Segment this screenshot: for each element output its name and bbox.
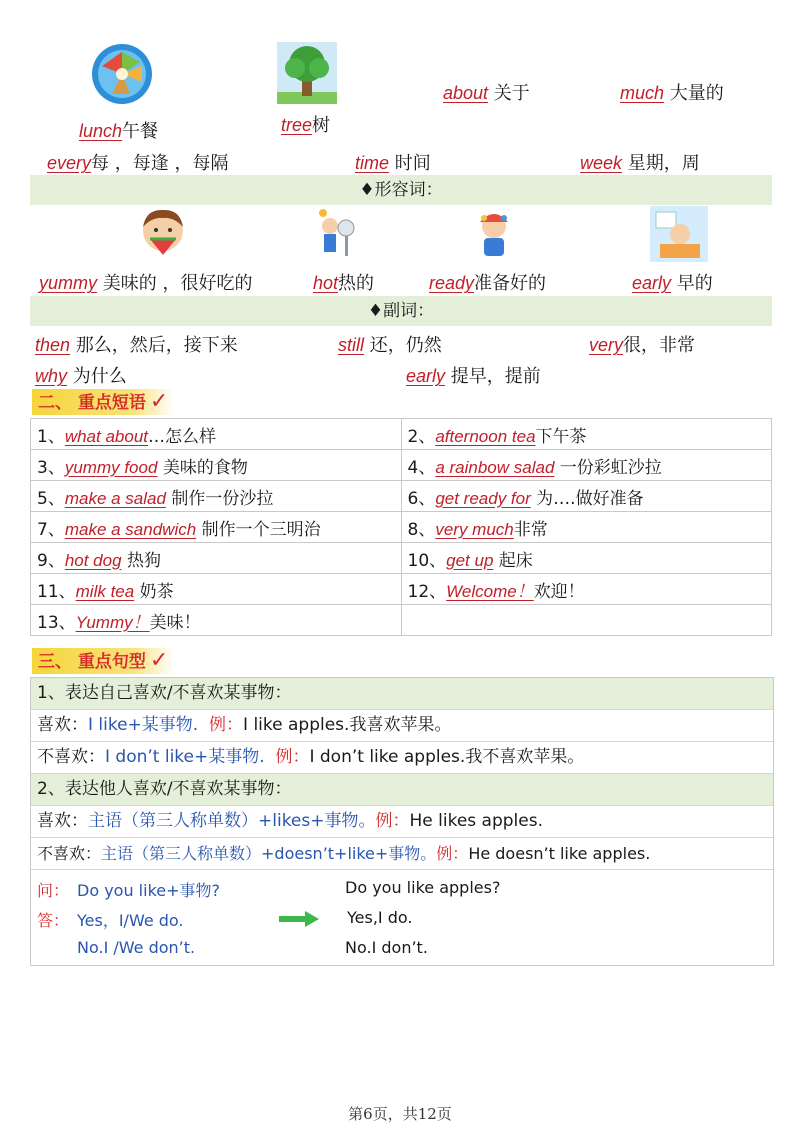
phrase-cell <box>401 543 772 574</box>
phrase-chinese: …怎么样 <box>148 426 217 447</box>
phrase-chinese: 非常 <box>513 519 548 540</box>
page-footer: 第6页，共12页 <box>348 1105 452 1123</box>
adj-ready <box>429 269 546 295</box>
table-row <box>31 450 772 481</box>
phrases-section-title <box>32 389 174 415</box>
chinese-meaning: 还，仍然 <box>364 335 442 356</box>
phrase-cell <box>31 512 402 543</box>
question-pattern: Do you like+事物? <box>77 881 221 900</box>
label: 喜欢： <box>37 811 88 831</box>
chinese-meaning: 美味的 ，很好吃的 <box>97 273 253 294</box>
phrase-number: 11、 <box>37 581 76 602</box>
pattern: 主语（第三人称单数）+likes+事物。 <box>88 811 376 831</box>
phrase-number: 8、 <box>407 519 436 540</box>
example-label: 例： <box>436 844 469 863</box>
table-row <box>31 512 772 543</box>
phrase-english: what about <box>64 426 149 446</box>
phrase-number: 10、 <box>407 550 447 571</box>
girl-eating-watermelon-icon <box>134 205 192 261</box>
chinese-meaning: 大量的 <box>664 83 724 104</box>
phrase-number: 5、 <box>37 488 65 509</box>
chinese-meaning: 很，非常 <box>623 335 696 356</box>
table-row <box>31 481 772 512</box>
example: He doesn’t like apples. <box>468 844 651 863</box>
chinese-meaning: 关于 <box>488 83 530 104</box>
phrase-number: 4、 <box>407 457 436 478</box>
pattern: I don’t like+某事物. <box>105 747 265 767</box>
english-word: very <box>589 335 624 355</box>
answer-yes-pattern: Yes，I/We do. <box>77 911 184 930</box>
phrase-cell <box>401 419 772 450</box>
boy-with-fan-icon <box>318 208 356 264</box>
chinese-meaning: 每 ，每逢 ，每隔 <box>91 153 229 174</box>
adv-then <box>35 331 238 357</box>
phrase-chinese: 奶茶 <box>134 581 174 602</box>
vocab-much <box>620 79 724 105</box>
vocab-tree <box>281 111 330 137</box>
phrase-chinese: 一份彩虹沙拉 <box>554 457 662 478</box>
phrase-english: milk tea <box>75 581 135 601</box>
adj-yummy <box>39 269 252 295</box>
label: 喜欢： <box>37 715 88 735</box>
phrase-english: Welcome！ <box>446 581 534 601</box>
pattern-heading-others: 2、表达他人喜欢/不喜欢某事物： <box>31 774 773 806</box>
adv-why <box>35 362 127 388</box>
phrase-english: Yummy！ <box>75 612 150 632</box>
chinese-meaning: 树 <box>312 115 331 136</box>
phrase-cell <box>401 574 772 605</box>
chinese-meaning: 提早，提前 <box>445 366 541 387</box>
adj-early <box>632 269 713 295</box>
table-row <box>31 574 772 605</box>
phrase-number: 9、 <box>37 550 65 571</box>
chinese-meaning: 那么，然后，接下来 <box>70 335 238 356</box>
adv-very <box>589 331 695 357</box>
vocab-time <box>355 149 431 175</box>
checkmark-icon: ✓ <box>149 648 169 673</box>
lunch-plate-icon <box>90 42 154 106</box>
phrase-english: get up <box>446 550 494 570</box>
english-word: week <box>580 153 623 173</box>
phrase-cell <box>401 450 772 481</box>
phrase-cell <box>31 605 402 636</box>
english-word: time <box>355 153 390 173</box>
phrase-chinese: 美味！ <box>149 612 201 633</box>
chinese-meaning: 热的 <box>338 273 375 294</box>
english-word: ready <box>429 273 475 293</box>
chinese-meaning: 时间 <box>389 153 431 174</box>
question-answer-block <box>31 870 773 965</box>
pattern-row-dislike-others <box>31 838 773 870</box>
english-word: hot <box>313 273 339 293</box>
tree-icon <box>277 42 337 104</box>
phrase-english: afternoon tea <box>435 426 536 446</box>
phrase-cell <box>401 481 772 512</box>
english-word: early <box>406 366 446 386</box>
section-title-text: 二、 重点短语 <box>38 393 146 413</box>
adjective-header: ♦形容词： <box>30 175 772 205</box>
phrase-english: a rainbow salad <box>435 457 555 477</box>
arrow-right-icon <box>279 911 319 927</box>
phrase-cell <box>401 512 772 543</box>
example-label: 例： <box>275 747 310 767</box>
english-word: early <box>632 273 672 293</box>
answer-no-example: No.I don’t. <box>345 938 428 957</box>
chinese-meaning: 准备好的 <box>474 273 547 294</box>
phrase-cell <box>31 419 402 450</box>
phrase-english: make a sandwich <box>64 519 197 539</box>
table-row <box>31 543 772 574</box>
phrase-number: 12、 <box>407 581 447 602</box>
adv-still <box>338 331 442 357</box>
vocab-week <box>580 149 700 175</box>
phrase-chinese: 美味的食物 <box>157 457 248 478</box>
pattern: I like+某事物. <box>88 715 199 735</box>
english-word: still <box>338 335 364 355</box>
answer-no-pattern: No.I /We don’t. <box>77 938 196 957</box>
question-label: 问： <box>37 881 70 900</box>
phrase-cell <box>401 605 772 636</box>
phrase-english: yummy food <box>64 457 158 477</box>
phrase-chinese: 下午茶 <box>535 426 587 447</box>
english-word: much <box>620 83 665 103</box>
label: 不喜欢： <box>37 844 102 863</box>
phrase-chinese: 制作一份沙拉 <box>165 488 274 509</box>
example-label: 例： <box>375 811 410 831</box>
table-row <box>31 419 772 450</box>
english-word: every <box>47 153 92 173</box>
pattern: 主语（第三人称单数）+doesn’t+like+事物。 <box>101 844 437 863</box>
phrase-cell <box>31 450 402 481</box>
example: He likes apples. <box>409 811 543 831</box>
girl-ready-icon <box>474 208 514 260</box>
pattern-heading-self: 1、表达自己喜欢/不喜欢某事物： <box>31 678 773 710</box>
chinese-meaning: 为什么 <box>67 366 127 387</box>
phrase-english: make a salad <box>64 488 166 508</box>
english-word: why <box>35 366 68 386</box>
question-example: Do you like apples? <box>345 878 501 897</box>
answer-yes-example: Yes,I do. <box>347 908 413 927</box>
example: I don’t like apples.我不喜欢苹果。 <box>309 747 585 767</box>
phrase-english: get ready for <box>435 488 531 508</box>
english-word: about <box>443 83 489 103</box>
pattern-row-dislike-self <box>31 742 773 774</box>
sentences-section-title <box>32 648 174 674</box>
chinese-meaning: 午餐 <box>122 121 159 142</box>
english-word: then <box>35 335 71 355</box>
phrase-english: hot dog <box>64 550 122 570</box>
phrase-chinese: 欢迎！ <box>533 581 585 602</box>
phrase-number: 1、 <box>37 426 65 447</box>
checkmark-icon: ✓ <box>149 389 169 414</box>
phrase-english: very much <box>435 519 514 539</box>
phrase-chinese: 热狗 <box>121 550 161 571</box>
vocab-lunch <box>79 117 158 143</box>
chinese-meaning: 星期，周 <box>622 153 700 174</box>
phrase-number: 7、 <box>37 519 65 540</box>
sentence-patterns-box <box>30 677 774 966</box>
label: 不喜欢： <box>37 747 105 767</box>
phrase-number: 6、 <box>407 488 436 509</box>
phrases-table <box>30 418 772 636</box>
section-title-text: 三、 重点句型 <box>38 652 146 672</box>
example-label: 例： <box>209 715 244 735</box>
vocab-about <box>443 79 530 105</box>
phrase-number: 2、 <box>407 426 436 447</box>
answer-label: 答： <box>37 911 70 930</box>
phrase-cell <box>31 574 402 605</box>
phrase-cell <box>31 543 402 574</box>
english-word: tree <box>281 115 313 135</box>
english-word: yummy <box>39 273 97 293</box>
adverb-header: ♦副词： <box>30 296 772 326</box>
chinese-meaning: 早的 <box>671 273 713 294</box>
example: I like apples.我喜欢苹果。 <box>243 715 452 735</box>
table-row <box>31 605 772 636</box>
phrase-number: 3、 <box>37 457 65 478</box>
phrase-chinese: 起床 <box>493 550 533 571</box>
phrase-chinese: 制作一个三明治 <box>196 519 321 540</box>
boy-waking-early-icon <box>650 206 708 262</box>
phrase-cell <box>31 481 402 512</box>
vocab-every <box>47 149 228 175</box>
adv-early <box>406 362 541 388</box>
pattern-row-like-others <box>31 806 773 838</box>
adj-hot <box>313 269 374 295</box>
pattern-row-like-self <box>31 710 773 742</box>
english-word: lunch <box>79 121 123 141</box>
phrase-number: 13、 <box>37 612 76 633</box>
phrase-chinese: 为….做好准备 <box>530 488 644 509</box>
